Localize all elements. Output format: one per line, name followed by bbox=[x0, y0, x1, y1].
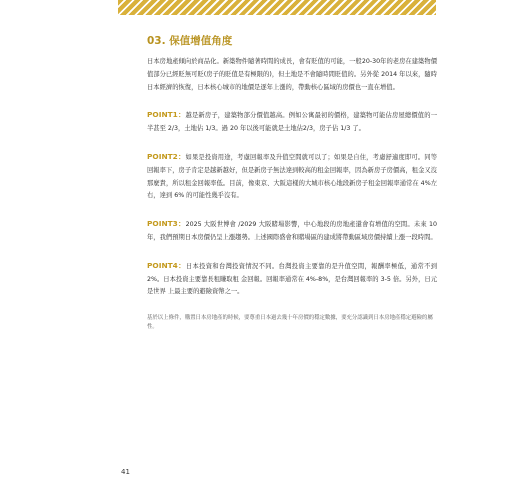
point-2-label: POINT2： bbox=[147, 151, 186, 161]
decorative-header-stripe bbox=[118, 0, 436, 15]
point-3-label: POINT3： bbox=[147, 219, 186, 229]
page-content bbox=[147, 34, 437, 338]
point-1-label: POINT1： bbox=[147, 110, 186, 120]
intro-block bbox=[147, 56, 437, 94]
section-title: 03. 保值增值角度 bbox=[147, 35, 233, 47]
point-3-block bbox=[147, 218, 437, 245]
point-1-paragraph bbox=[147, 109, 437, 136]
point-4-text: 日本投資和台灣投資情況不同。台灣投資主要靠的是升值空間，報酬率極低，通常不到 2%。日本投資主要靠長租賺取租 金回報。回報率通常在 4%-8%，是台灣回報率的 3-5 倍。另外，日元是世界 上最主要的避險資幣之一。 bbox=[147, 262, 437, 296]
point-4-paragraph bbox=[147, 260, 437, 299]
point-2-text: 如果是投資用途，考慮回報率及升值空間就可以了；如果是自住，考慮舒適度即可。同等回報率下，房子肯定是越新越好，但是新房子無法達到較高的租金回報率，因為新房子房價高，租金又沒那麼貴，所以租金回報率低。目前，像東京、大阪這樣的大城市核心地段新房子租金回報率通常在 4%左右，達到 6% 的可能性幾乎沒有。 bbox=[147, 153, 438, 200]
intro-paragraph: 日本房地產傾向於商品化。新築物件隨著時間的成長，會有貶值的可能，一般20-30年的老房在建築物價值部分已經貶無可貶(房子的貶值是有極限的)，但土地是不會隨時間貶值的。另外從 2014 年以來，隨時日本經濟的恢復，日本核心城市的地價是逐年上漲的，帶動核心區域的房價也一直在增值。 bbox=[147, 58, 437, 91]
point-3-text: 2025 大阪世博會 /2029 大阪賭場影響，中心地段的房地產還會有增值的空間。未來 10 年，我們預期日本房價仍呈上漲趨勢。上述國際盛會和賭場區的建成將帶動區域房價持續上漲一段時間。 bbox=[147, 221, 437, 241]
point-4-label: POINT4： bbox=[147, 260, 186, 270]
point-2-block bbox=[147, 151, 437, 203]
point-1-block bbox=[147, 109, 437, 136]
point-4-block bbox=[147, 260, 437, 299]
point-1-text: 越是新房子，建築物部分價值越高。例如公寓最初的價格，建築物可能佔房屋總價值的一半甚至 2/3，土地佔 1/3。過 20 年以後可能就是土地佔2/3，房子佔 1/3 了。 bbox=[147, 112, 438, 133]
point-2-paragraph bbox=[147, 151, 437, 203]
page-number: 41 bbox=[121, 468, 130, 476]
footnote: 基於以上條件，購置日本房地產的時候，要尊重日本過去幾十年房價的穩定數據，要充分認識到日本房地產穩定避險的屬性。 bbox=[147, 315, 433, 331]
point-3-paragraph bbox=[147, 218, 437, 245]
